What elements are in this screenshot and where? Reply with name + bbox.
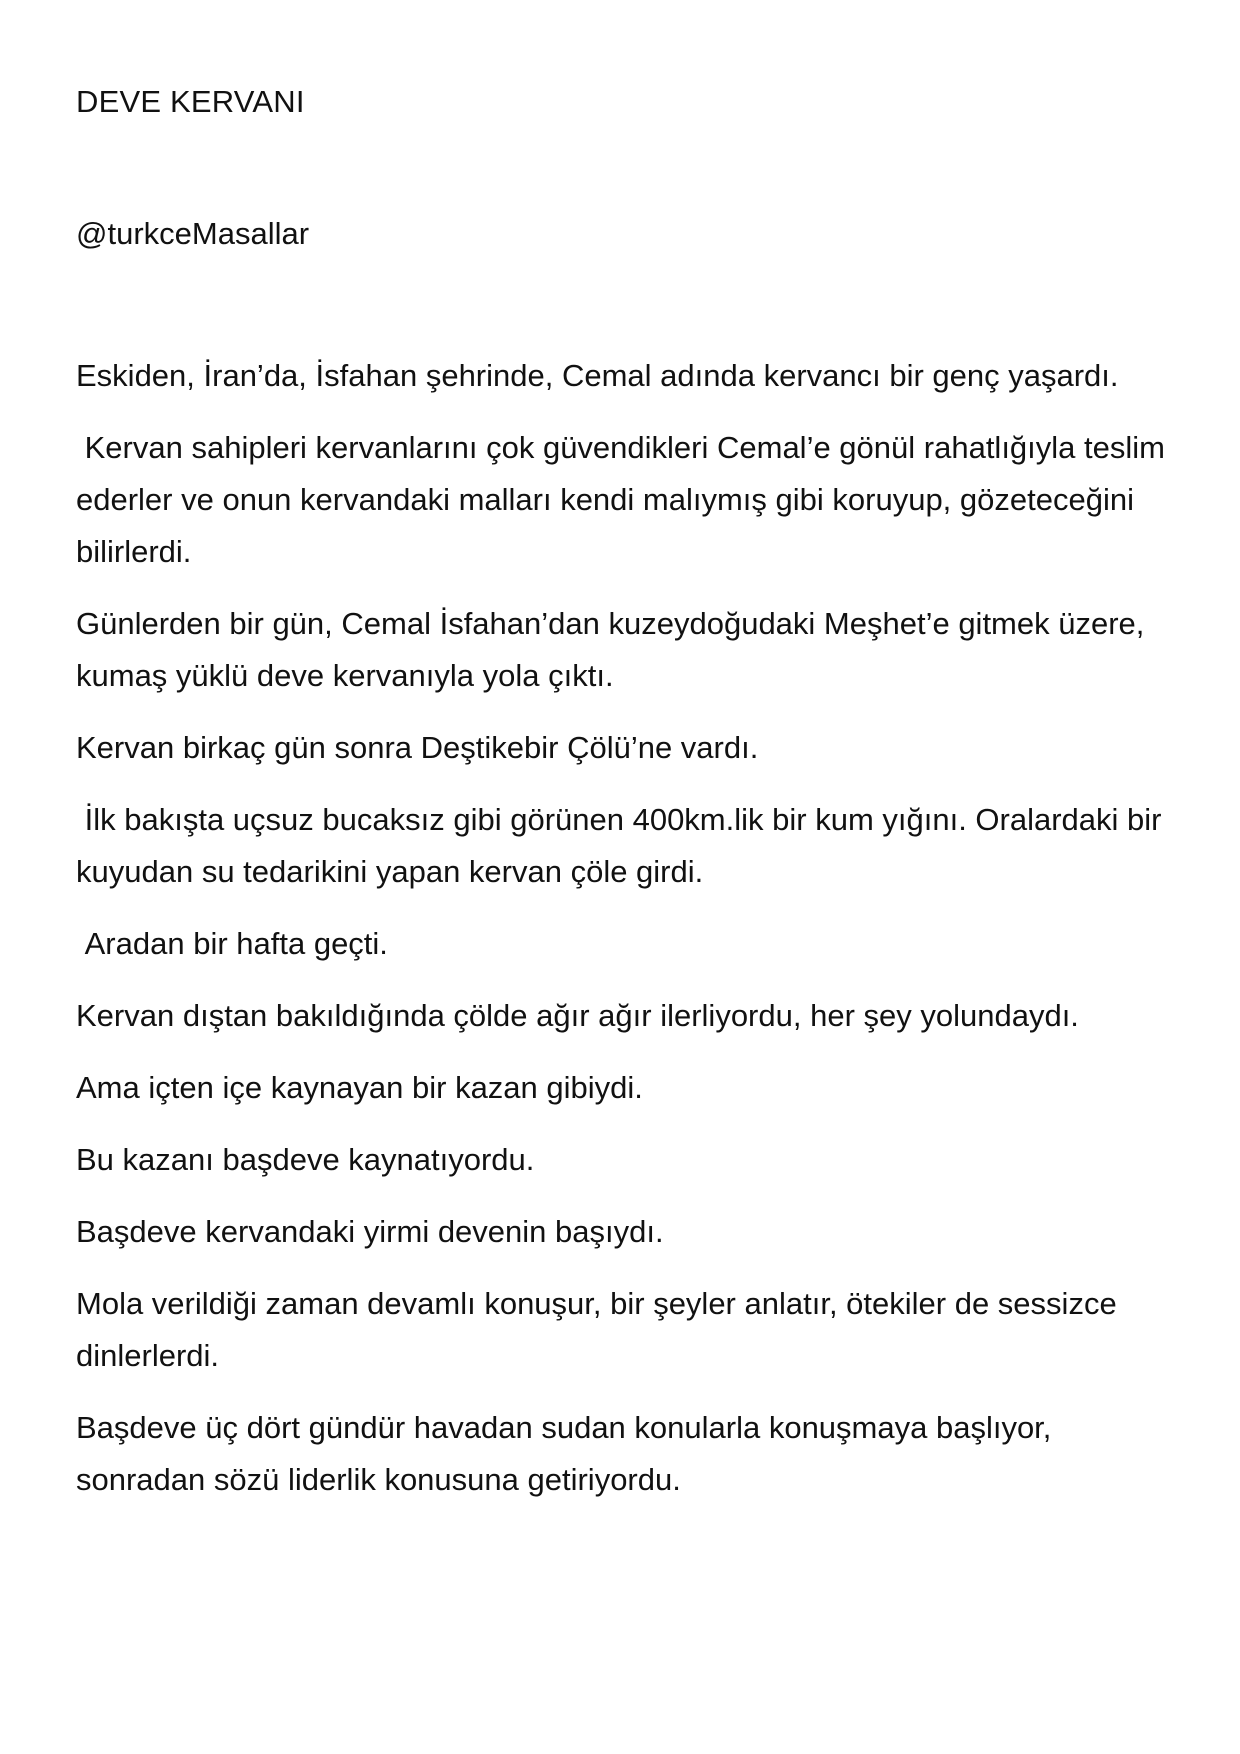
story-paragraph: Mola verildiği zaman devamlı konuşur, bir şeyler anlatır, ötekiler de sessizce dinlerlerdi. xyxy=(76,1286,1126,1373)
story-paragraph: Eskiden, İran’da, İsfahan şehrinde, Cemal adında kervancı bir genç yaşardı. xyxy=(76,358,1119,393)
document-title: DEVE KERVANI xyxy=(76,84,305,119)
story-paragraph: Bu kazanı başdeve kaynatıyordu. xyxy=(76,1142,535,1177)
story-paragraph: Kervan dıştan bakıldığında çölde ağır ağır ilerliyordu, her şey yolundaydı. xyxy=(76,998,1079,1033)
document-content xyxy=(76,76,1174,1526)
story-body xyxy=(76,350,1174,1506)
story-paragraph: İlk bakışta uçsuz bucaksız gibi görünen 400km.lik bir kum yığını. Oralardaki bir kuyudan su tedarikini yapan kervan çöle girdi. xyxy=(76,802,1171,889)
story-paragraph: Günlerden bir gün, Cemal İsfahan’dan kuzeydoğudaki Meşhet’e gitmek üzere, kumaş yüklü deve kervanıyla yola çıktı. xyxy=(76,606,1154,693)
story-paragraph: Başdeve kervandaki yirmi devenin başıydı. xyxy=(76,1214,664,1249)
story-paragraph: Aradan bir hafta geçti. xyxy=(76,926,388,961)
author-handle: @turkceMasallar xyxy=(76,216,310,251)
story-paragraph: Kervan sahipleri kervanlarını çok güvendikleri Cemal’e gönül rahatlığıyla teslim ederler ve onun kervandaki malları kendi malıymış gibi koruyup, gözeteceğini bilirlerdi. xyxy=(76,430,1174,569)
story-paragraph: Ama içten içe kaynayan bir kazan gibiydi. xyxy=(76,1070,643,1105)
story-paragraph: Başdeve üç dört gündür havadan sudan konularla konuşmaya başlıyor, sonradan sözü liderlik konusuna getiriyordu. xyxy=(76,1410,1061,1497)
story-paragraph: Kervan birkaç gün sonra Deştikebir Çölü’ne vardı. xyxy=(76,730,759,765)
